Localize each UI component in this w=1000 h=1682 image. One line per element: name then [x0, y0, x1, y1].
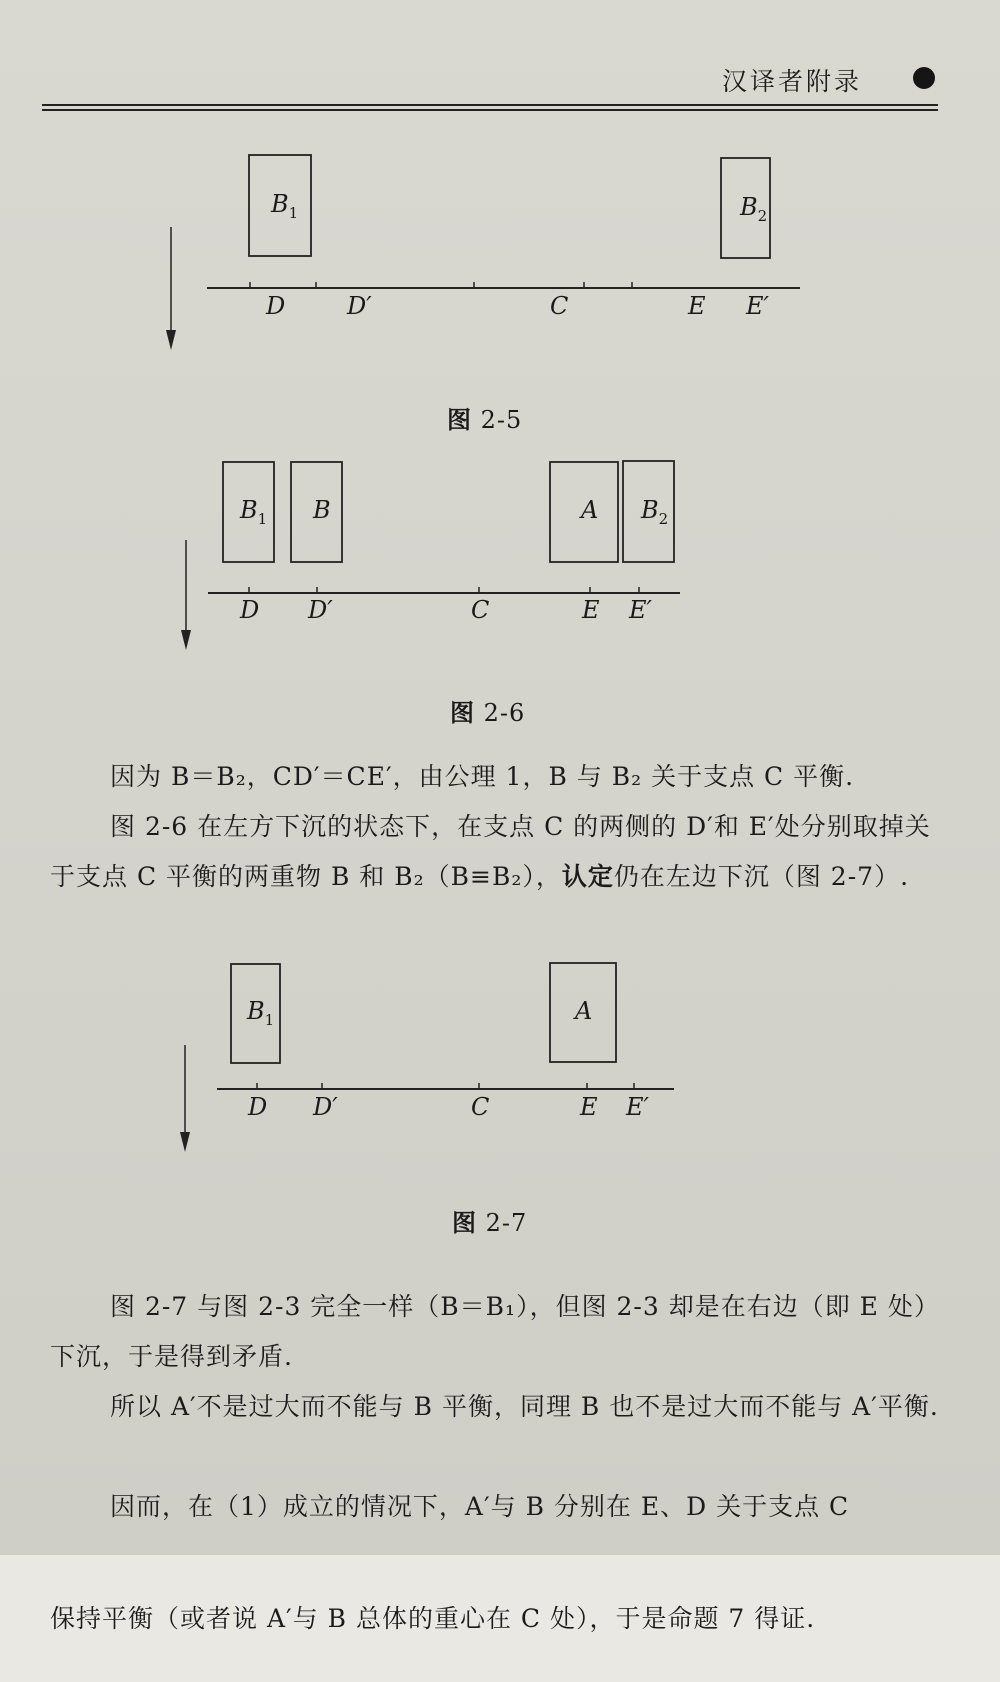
- figure-caption: 图 2-5: [447, 405, 523, 434]
- box-label: A: [581, 496, 599, 524]
- figure-caption: 图 2-7: [452, 1208, 528, 1237]
- paragraph: 因为 B＝B₂，CD′＝CE′，由公理 1，B 与 B₂ 关于支点 C 平衡.: [110, 762, 855, 791]
- box-label: $B_1$: [271, 190, 299, 222]
- paragraph: 图 2-7 与图 2-3 完全一样（B＝B₁），但图 2-3 却是在右边（即 E 处）下沉，于是得到矛盾.: [50, 1292, 940, 1371]
- box-label: $B_1$: [247, 997, 275, 1029]
- point-label-c: C: [550, 292, 569, 320]
- point-label-e-prime: E′: [746, 292, 769, 320]
- paragraph: 所以 A′不是过大而不能与 B 平衡，同理 B 也不是过大而不能与 A′平衡.: [110, 1392, 939, 1421]
- box-label: A: [575, 997, 593, 1025]
- box-label: B: [313, 496, 331, 524]
- point-label-e: E: [582, 596, 600, 624]
- point-label-e-prime: E′: [629, 596, 652, 624]
- point-label-d-prime: D′: [347, 292, 372, 320]
- paragraph: 因而，在（1）成立的情况下，A′与 B 分别在 E、D 关于支点 C: [110, 1492, 850, 1521]
- paragraph: 保持平衡（或者说 A′与 B 总体的重心在 C 处），于是命题 7 得证.: [50, 1604, 816, 1633]
- point-label-e: E: [688, 292, 706, 320]
- paragraph: 图 2-6 在左方下沉的状态下，在支点 C 的两侧的 D′和 E′处分别取掉关于支点 C 平衡的两重物 B 和 B₂（B≡B₂），认定仍在左边下沉（图 2-7）.: [50, 812, 931, 891]
- box-label: $B_2$: [641, 496, 669, 528]
- box-label: $B_2$: [740, 193, 768, 225]
- point-label-e-prime: E′: [626, 1093, 649, 1121]
- point-label-d-prime: D′: [308, 596, 333, 624]
- point-label-c: C: [471, 1093, 490, 1121]
- running-header-title: 汉译者附录: [722, 67, 863, 96]
- point-label-d: D: [266, 292, 286, 320]
- point-label-e: E: [580, 1093, 598, 1121]
- point-label-d-prime: D′: [313, 1093, 338, 1121]
- point-label-c: C: [471, 596, 490, 624]
- figure-caption: 图 2-6: [450, 698, 526, 727]
- point-label-d: D: [240, 596, 260, 624]
- box-label: $B_1$: [240, 496, 268, 528]
- point-label-d: D: [248, 1093, 268, 1121]
